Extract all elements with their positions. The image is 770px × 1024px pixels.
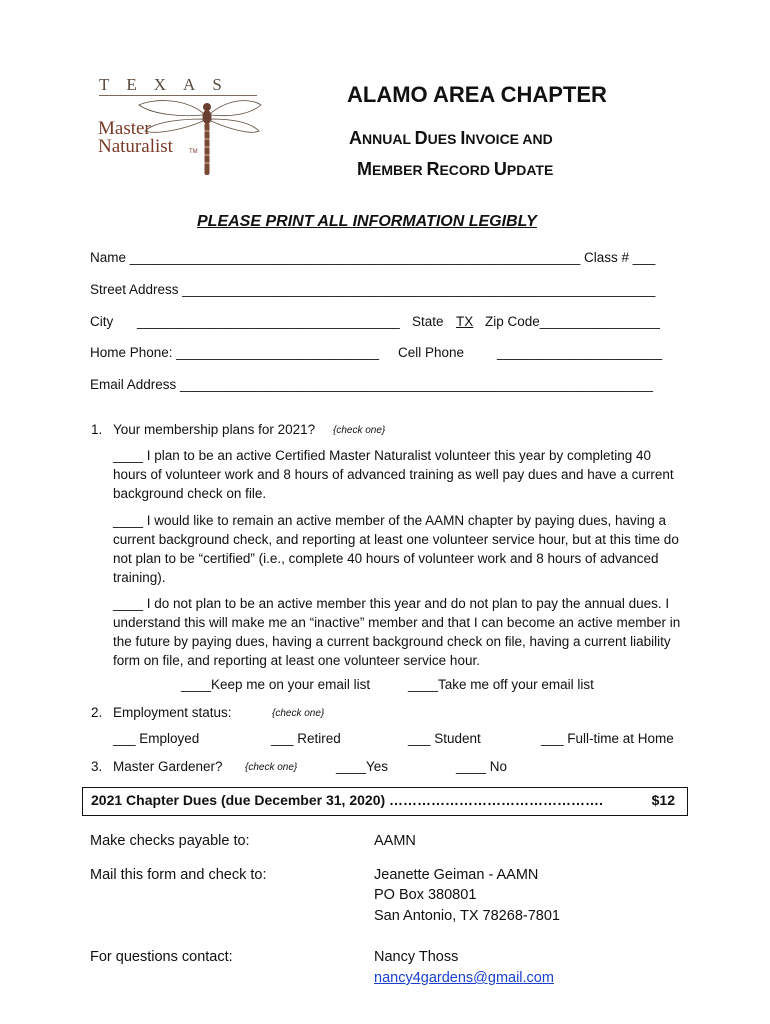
payable-label: Make checks payable to: (90, 833, 250, 849)
retired-option[interactable]: ___ Retired (271, 731, 341, 746)
cell-phone-field[interactable]: ______________________ (497, 345, 663, 360)
q1-option-certified[interactable]: ____ I plan to be an active Certified Master Naturalist volunteer this year by completing 40 hours of volunteer work and 8 hours of advanced training as well pay dues and have a current background check on file. (113, 448, 674, 501)
street-address-field[interactable]: Street Address _______________________________________________________________ (90, 282, 656, 297)
zip-code-field[interactable]: Zip Code________________ (485, 314, 660, 329)
gardener-yes-option[interactable]: ____Yes (336, 759, 389, 774)
print-instruction: PLEASE PRINT ALL INFORMATION LEGIBLY (197, 213, 537, 230)
q2-text: Employment status: (113, 705, 232, 720)
dues-amount: $12 (651, 792, 675, 808)
logo-texas-text: TEXAS (99, 75, 239, 94)
q2-number: 2. (91, 705, 103, 720)
contact-email-link[interactable]: nancy4gardens@gmail.com (374, 970, 554, 986)
dues-box (82, 787, 688, 816)
q1-number: 1. (91, 422, 103, 437)
q1-hint: {check one} (333, 425, 386, 436)
student-option[interactable]: ___ Student (408, 731, 481, 746)
logo-master-text: Master (98, 118, 151, 139)
logo-naturalist-text: Naturalist (98, 136, 173, 157)
name-class-field[interactable]: Name ____________________________________________________________ Class # ___ (90, 250, 656, 265)
contact-name: Nancy Thoss (374, 949, 459, 965)
invoice-title-line1: ANNUAL DUES INVOICE AND (349, 128, 553, 148)
remove-email-option[interactable]: ____Take me off your email list (408, 677, 594, 692)
dragonfly-icon (93, 75, 263, 185)
gardener-no-option[interactable]: ____ No (456, 759, 508, 774)
q1-option-inactive[interactable]: ____ I do not plan to be an active member this year and do not plan to pay the annual dues. I understand this will make me an “inactive” member and that I can become an active member in the future by paying dues, having a current background check on file, having a current liability form on file, and reporting at least one volunteer service hour. (113, 596, 681, 668)
dues-label: 2021 Chapter Dues (due December 31, 2020) ………………………………………. (91, 792, 603, 808)
q3-number: 3. (91, 759, 103, 774)
cell-phone-label: Cell Phone (398, 345, 465, 360)
chapter-title: ALAMO AREA CHAPTER (347, 82, 607, 107)
fulltime-home-option[interactable]: ___ Full-time at Home (541, 731, 674, 746)
home-phone-field[interactable]: Home Phone: ___________________________ (90, 345, 380, 360)
city-field[interactable]: ___________________________________ (137, 314, 400, 329)
texas-master-naturalist-logo (93, 75, 263, 185)
q2-hint: {check one} (272, 708, 325, 719)
contact-label: For questions contact: (90, 949, 233, 965)
q1-option-active[interactable]: ____ I would like to remain an active member of the AAMN chapter by paying dues, having a current background check, and reporting at least one volunteer service hour, but at this time do not plan to be “certified” (i.e., complete 40 hours of volunteer work and 8 hours of advanced training). (113, 513, 679, 585)
mail-label: Mail this form and check to: (90, 867, 267, 883)
q1-text: Your membership plans for 2021? (113, 422, 316, 437)
invoice-title-line2: MEMBER RECORD UPDATE (357, 159, 554, 179)
q3-text: Master Gardener? (113, 759, 223, 774)
city-label: City (90, 314, 114, 329)
state-value: TX (456, 314, 474, 329)
state-label: State (412, 314, 444, 329)
mail-line-1: Jeanette Geiman - AAMN (374, 867, 539, 883)
mail-line-3: San Antonio, TX 78268-7801 (374, 908, 560, 924)
q3-hint: {check one} (245, 762, 298, 773)
mail-line-2: PO Box 380801 (374, 887, 477, 903)
payable-value: AAMN (374, 833, 416, 849)
keep-email-option[interactable]: ____Keep me on your email list (181, 677, 371, 692)
logo-tm-mark: TM (189, 149, 198, 155)
email-address-field[interactable]: Email Address _______________________________________________________________ (90, 377, 654, 392)
employed-option[interactable]: ___ Employed (113, 731, 200, 746)
